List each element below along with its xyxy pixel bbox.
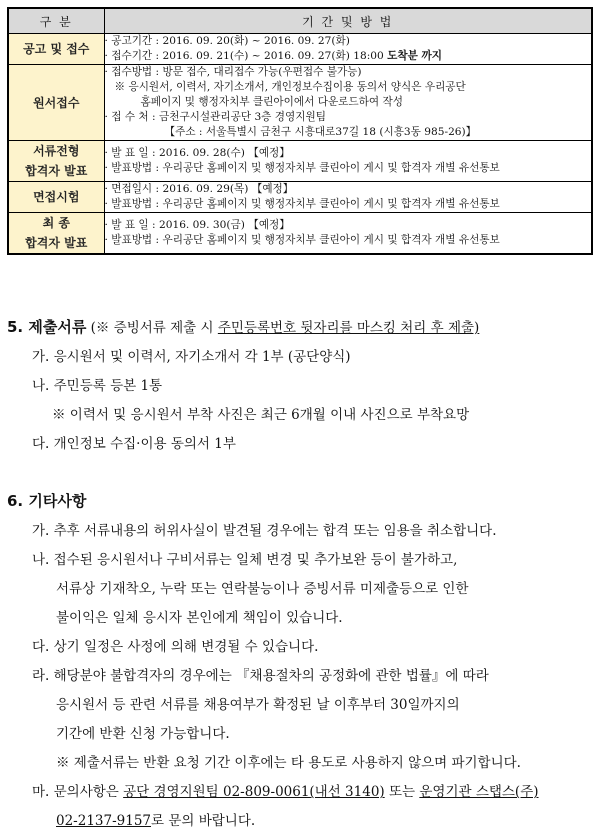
table-header-row	[8, 8, 592, 34]
desc-line: · 발표방법 : 우리공단 홈페이지 및 행정자치부 클린아이 게시 및 합격자 개별 유선통보	[104, 198, 500, 210]
desc-line	[105, 49, 592, 64]
list-item: 나. 주민등록 등본 1통	[32, 378, 163, 394]
section6-heading	[7, 490, 86, 511]
list-item: 다. 개인정보 수집·이용 동의서 1부	[32, 436, 236, 452]
desc-cell	[104, 182, 592, 213]
desc-line: ※ 응시원서, 이력서, 자기소개서, 개인정보수집이용 동의서 양식은 우리공단	[114, 81, 466, 93]
contact-suffix: 로 문의 바랍니다.	[151, 813, 256, 829]
desc-cell	[104, 65, 592, 141]
contact-line-2	[56, 809, 255, 829]
list-item: 가. 추후 서류내용의 허위사실이 발견될 경우에는 합격 또는 임용을 취소합니다.	[32, 523, 497, 539]
category-line: 합격자 발표	[25, 236, 88, 250]
contact-team-phone: 공단 경영지원팀 02-809-0061(내선 3140)	[123, 784, 385, 800]
contact-mid: 또는	[384, 784, 420, 800]
section6-title: 6. 기타사항	[7, 492, 87, 510]
desc-line: · 공고기간 : 2016. 09. 20(화) ~ 2016. 09. 27(화)	[104, 35, 350, 47]
section5-note: (※ 증빙서류 제출 시	[90, 320, 218, 336]
list-item-note: ※ 이력서 및 응시원서 부착 사진은 최근 6개월 이내 사진으로 부착요망	[52, 407, 470, 423]
list-item-note: ※ 제출서류는 반환 요청 기간 이후에는 타 용도로 사용하지 않으며 파기합니다.	[56, 755, 521, 771]
table-row	[8, 141, 592, 182]
desc-cell	[104, 141, 592, 182]
schedule-table	[7, 7, 593, 255]
category-interview: 면접시험	[8, 182, 104, 213]
desc-line: · 발표방법 : 우리공단 홈페이지 및 행정자치부 클린아이 게시 및 합격자 개별 유선통보	[104, 234, 500, 246]
category-application: 원서접수	[8, 65, 104, 141]
list-item: 나. 접수된 응시원서나 구비서류는 일체 변경 및 추가보완 등이 불가하고,	[32, 552, 458, 568]
desc-line: · 발 표 일 : 2016. 09. 30(금) 【예정】	[104, 219, 290, 231]
contact-line	[32, 780, 539, 800]
desc-cell	[104, 34, 592, 65]
table-row	[8, 34, 592, 65]
desc-line: · 면접일시 : 2016. 09. 29(목) 【예정】	[104, 183, 294, 195]
category-line: 서류전형	[33, 144, 80, 158]
desc-line: · 발표방법 : 우리공단 홈페이지 및 행정자치부 클린아이 게시 및 합격자 개별 유선통보	[104, 162, 500, 174]
table-row	[8, 213, 592, 255]
header-period-method: 기 간 및 방 법	[104, 8, 592, 34]
table-row	[8, 182, 592, 213]
list-item-cont: 불이익은 일체 응시자 본인에게 책임이 있습니다.	[56, 610, 343, 626]
desc-line-bold: 도착분 까지	[387, 50, 442, 62]
category-document-result	[8, 141, 104, 182]
section5-note-underlined: 주민등록번호 뒷자리를 마스킹 처리 후 제출)	[217, 320, 480, 336]
list-item: 라. 해당분야 불합격자의 경우에는 『채용절차의 공정화에 관한 법률』에 따라	[32, 668, 489, 684]
desc-line: 홈페이지 및 행정자치부 클린아이에서 다운로드하여 작성	[140, 96, 403, 108]
desc-line-text: · 접수기간 : 2016. 09. 21(수) ~ 2016. 09. 27(화) 18:00	[104, 50, 388, 62]
category-final-result	[8, 213, 104, 255]
list-item-cont: 응시원서 등 관련 서류를 채용여부가 확정된 날 이후부터 30일까지의	[56, 697, 460, 713]
list-item: 다. 상기 일정은 사정에 의해 변경될 수 있습니다.	[32, 639, 319, 655]
list-item: 가. 응시원서 및 이력서, 자기소개서 각 1부 (공단양식)	[32, 349, 351, 365]
desc-line: · 접수방법 : 방문 접수, 대리접수 가능(우편접수 불가능)	[104, 66, 362, 78]
desc-cell	[104, 213, 592, 255]
section5-heading	[7, 316, 479, 337]
category-announce: 공고 및 접수	[8, 34, 104, 65]
category-line: 최 종	[42, 216, 70, 230]
contact-agency: 운영기관 스탭스(주)	[419, 784, 539, 800]
contact-prefix: 마. 문의사항은	[32, 784, 124, 800]
category-line: 합격자 발표	[25, 164, 88, 178]
header-category: 구 분	[8, 8, 104, 34]
section5-title: 5. 제출서류	[7, 318, 87, 336]
contact-agency-phone: 02-2137-9157	[56, 813, 152, 829]
desc-line: · 발 표 일 : 2016. 09. 28(수) 【예정】	[104, 147, 290, 159]
desc-line: · 접 수 처 : 금천구시설관리공단 3층 경영지원팀	[104, 111, 326, 123]
desc-line-address: 【주소 : 서울특별시 금천구 시흥대로37길 18 (시흥3동 985-26)】	[164, 126, 477, 138]
table-row	[8, 65, 592, 141]
list-item-cont: 기간에 반환 신청 가능합니다.	[56, 726, 230, 742]
list-item-cont: 서류상 기재착오, 누락 또는 연락불능이나 증빙서류 미제출등으로 인한	[56, 581, 469, 597]
